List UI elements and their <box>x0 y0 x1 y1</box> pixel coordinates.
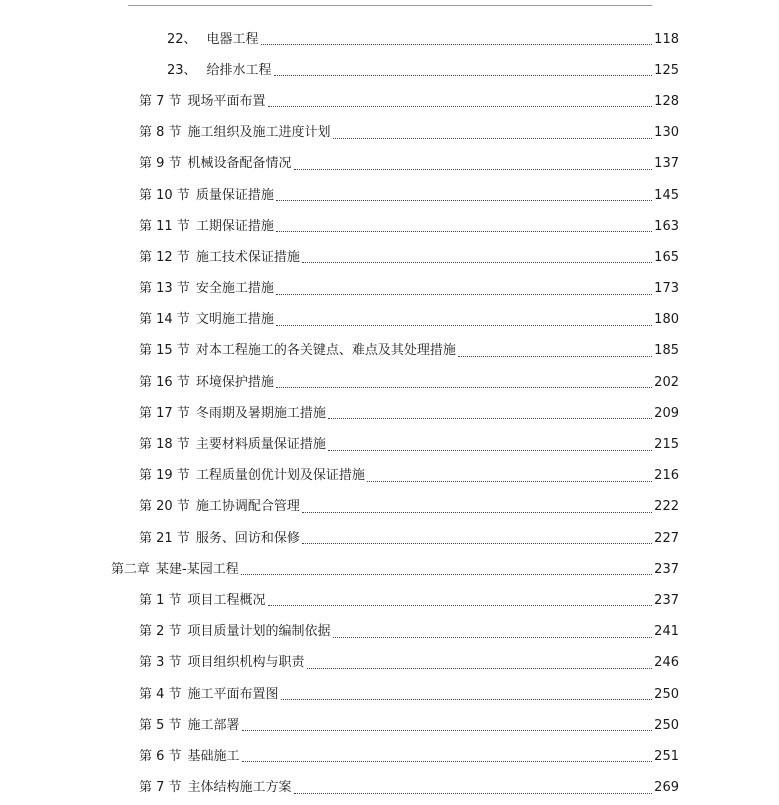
toc-entry-page: 125 <box>654 62 679 78</box>
toc-entry-title: 基础施工 <box>187 748 240 764</box>
toc-entry-number: 第 6 节 <box>139 748 182 764</box>
toc-entry-number: 第 5 节 <box>139 717 182 733</box>
toc-dot-leader <box>302 543 652 544</box>
toc-entry-page: 237 <box>654 592 679 608</box>
toc-entry-title: 环境保护措施 <box>195 374 274 390</box>
toc-entry-number: 第 7 节 <box>139 93 182 109</box>
toc-dot-leader <box>458 356 652 357</box>
toc-dot-leader <box>328 418 652 419</box>
toc-entry-number: 第 21 节 <box>139 530 190 546</box>
toc-entry-title: 施工技术保证措施 <box>195 249 300 265</box>
toc-entry-page: 269 <box>654 780 679 796</box>
toc-entry[interactable] <box>0 274 779 305</box>
toc-entry-page: 246 <box>654 655 679 671</box>
toc-entry-title: 主要材料质量保证措施 <box>195 437 326 453</box>
toc-entry[interactable] <box>0 55 779 86</box>
toc-entry[interactable] <box>0 773 779 804</box>
toc-dot-leader <box>276 231 652 232</box>
toc-entry-page: 202 <box>654 374 679 390</box>
toc-entry-page: 180 <box>654 312 679 328</box>
toc-entry-page: 128 <box>654 93 679 109</box>
toc-entry[interactable] <box>0 461 779 492</box>
toc-entry-title: 工期保证措施 <box>195 218 274 234</box>
toc-entry-number: 第 19 节 <box>139 468 190 484</box>
toc-dot-leader <box>328 450 652 451</box>
toc-entry-title: 机械设备配备情况 <box>187 156 292 172</box>
toc-dot-leader <box>261 44 653 45</box>
toc-entry-page: 163 <box>654 218 679 234</box>
toc-entry-page: 145 <box>654 187 679 203</box>
toc-dot-leader <box>268 106 653 107</box>
toc-entry[interactable] <box>0 523 779 554</box>
toc-entry[interactable] <box>0 679 779 710</box>
toc-dot-leader <box>241 574 652 575</box>
toc-dot-leader <box>294 169 653 170</box>
toc-entry-number: 第 9 节 <box>139 156 182 172</box>
toc-entry-page: 251 <box>654 748 679 764</box>
toc-dot-leader <box>333 637 653 638</box>
toc-entry[interactable] <box>0 585 779 616</box>
toc-entry[interactable] <box>0 492 779 523</box>
toc-entry[interactable] <box>0 86 779 117</box>
toc-entry[interactable] <box>0 24 779 55</box>
toc-entry-number: 第 11 节 <box>139 218 190 234</box>
toc-entry-number: 第 4 节 <box>139 686 182 702</box>
toc-entry-page: 227 <box>654 530 679 546</box>
toc-entry-title: 电器工程 <box>206 31 259 47</box>
toc-entry-number: 22、 <box>167 31 197 47</box>
toc-entry[interactable] <box>0 180 779 211</box>
toc-entry-page: 165 <box>654 249 679 265</box>
toc-entry-number: 第 14 节 <box>139 312 190 328</box>
toc-entry-title: 冬雨期及暑期施工措施 <box>195 405 326 421</box>
toc-entry-number: 第 16 节 <box>139 374 190 390</box>
toc-entry-title: 质量保证措施 <box>195 187 274 203</box>
toc-entry-number: 第 18 节 <box>139 437 190 453</box>
toc-entry[interactable] <box>0 149 779 180</box>
toc-entry-page: 209 <box>654 405 679 421</box>
toc-entry-title: 对本工程施工的各关键点、难点及其处理措施 <box>195 343 456 359</box>
toc-entry-page: 222 <box>654 499 679 515</box>
toc-entry-page: 173 <box>654 281 679 297</box>
toc-dot-leader <box>276 294 652 295</box>
toc-entry-title: 施工平面布置图 <box>187 686 279 702</box>
toc-entry-page: 215 <box>654 437 679 453</box>
toc-entry-page: 185 <box>654 343 679 359</box>
toc-entry-page: 241 <box>654 624 679 640</box>
toc-entry-number: 第 1 节 <box>139 592 182 608</box>
toc-entry-number: 第 3 节 <box>139 655 182 671</box>
header-rule <box>128 5 652 6</box>
toc-dot-leader <box>276 200 652 201</box>
toc-entry-title: 主体结构施工方案 <box>187 780 292 796</box>
toc-entry-page: 216 <box>654 468 679 484</box>
toc-dot-leader <box>333 138 653 139</box>
toc-entry-number: 第 13 节 <box>139 281 190 297</box>
toc-entry[interactable] <box>0 617 779 648</box>
table-of-contents <box>0 24 779 804</box>
toc-entry[interactable] <box>0 305 779 336</box>
toc-entry-number: 第 10 节 <box>139 187 190 203</box>
toc-entry-page: 137 <box>654 156 679 172</box>
toc-entry[interactable] <box>0 242 779 273</box>
toc-dot-leader <box>367 481 652 482</box>
toc-dot-leader <box>276 387 652 388</box>
toc-entry[interactable] <box>0 648 779 679</box>
toc-dot-leader <box>274 75 653 76</box>
toc-dot-leader <box>242 730 653 731</box>
toc-entry[interactable] <box>0 398 779 429</box>
toc-dot-leader <box>302 512 652 513</box>
toc-dot-leader <box>307 668 653 669</box>
toc-dot-leader <box>294 793 653 794</box>
toc-entry-number: 第 12 节 <box>139 249 190 265</box>
toc-entry-page: 130 <box>654 125 679 141</box>
toc-entry-number: 第 15 节 <box>139 343 190 359</box>
toc-entry-title: 项目质量计划的编制依据 <box>187 624 331 640</box>
toc-entry-page: 237 <box>654 561 679 577</box>
toc-entry[interactable] <box>0 710 779 741</box>
toc-entry-title: 安全施工措施 <box>195 281 274 297</box>
toc-entry-number: 第 7 节 <box>139 780 182 796</box>
toc-entry-title: 现场平面布置 <box>187 93 266 109</box>
toc-entry-page: 118 <box>654 31 679 47</box>
toc-entry[interactable] <box>0 554 779 585</box>
toc-entry[interactable] <box>0 367 779 398</box>
toc-entry-title: 项目组织机构与职责 <box>187 655 305 671</box>
toc-entry-page: 250 <box>654 717 679 733</box>
toc-entry-number: 第 17 节 <box>139 405 190 421</box>
toc-entry-number: 第 20 节 <box>139 499 190 515</box>
toc-entry-title: 项目工程概况 <box>187 592 266 608</box>
toc-entry-title: 施工部署 <box>187 717 240 733</box>
toc-entry[interactable] <box>0 429 779 460</box>
toc-entry[interactable] <box>0 741 779 772</box>
toc-entry-number: 23、 <box>167 62 197 78</box>
toc-dot-leader <box>281 699 653 700</box>
toc-entry-title: 给排水工程 <box>206 62 272 78</box>
toc-entry[interactable] <box>0 336 779 367</box>
toc-entry-number: 第 8 节 <box>139 125 182 141</box>
toc-entry-title: 文明施工措施 <box>195 312 274 328</box>
toc-entry-title: 某建-某园工程 <box>156 561 239 577</box>
toc-entry-page: 250 <box>654 686 679 702</box>
toc-entry-title: 施工组织及施工进度计划 <box>187 125 331 141</box>
toc-entry[interactable] <box>0 211 779 242</box>
toc-entry[interactable] <box>0 118 779 149</box>
toc-entry-title: 施工协调配合管理 <box>195 499 300 515</box>
toc-entry-number: 第二章 <box>111 561 151 577</box>
toc-dot-leader <box>276 325 652 326</box>
toc-entry-number: 第 2 节 <box>139 624 182 640</box>
toc-dot-leader <box>302 262 652 263</box>
toc-dot-leader <box>242 761 653 762</box>
toc-entry-title: 服务、回访和保修 <box>195 530 300 546</box>
toc-entry-title: 工程质量创优计划及保证措施 <box>195 468 365 484</box>
toc-dot-leader <box>268 605 653 606</box>
